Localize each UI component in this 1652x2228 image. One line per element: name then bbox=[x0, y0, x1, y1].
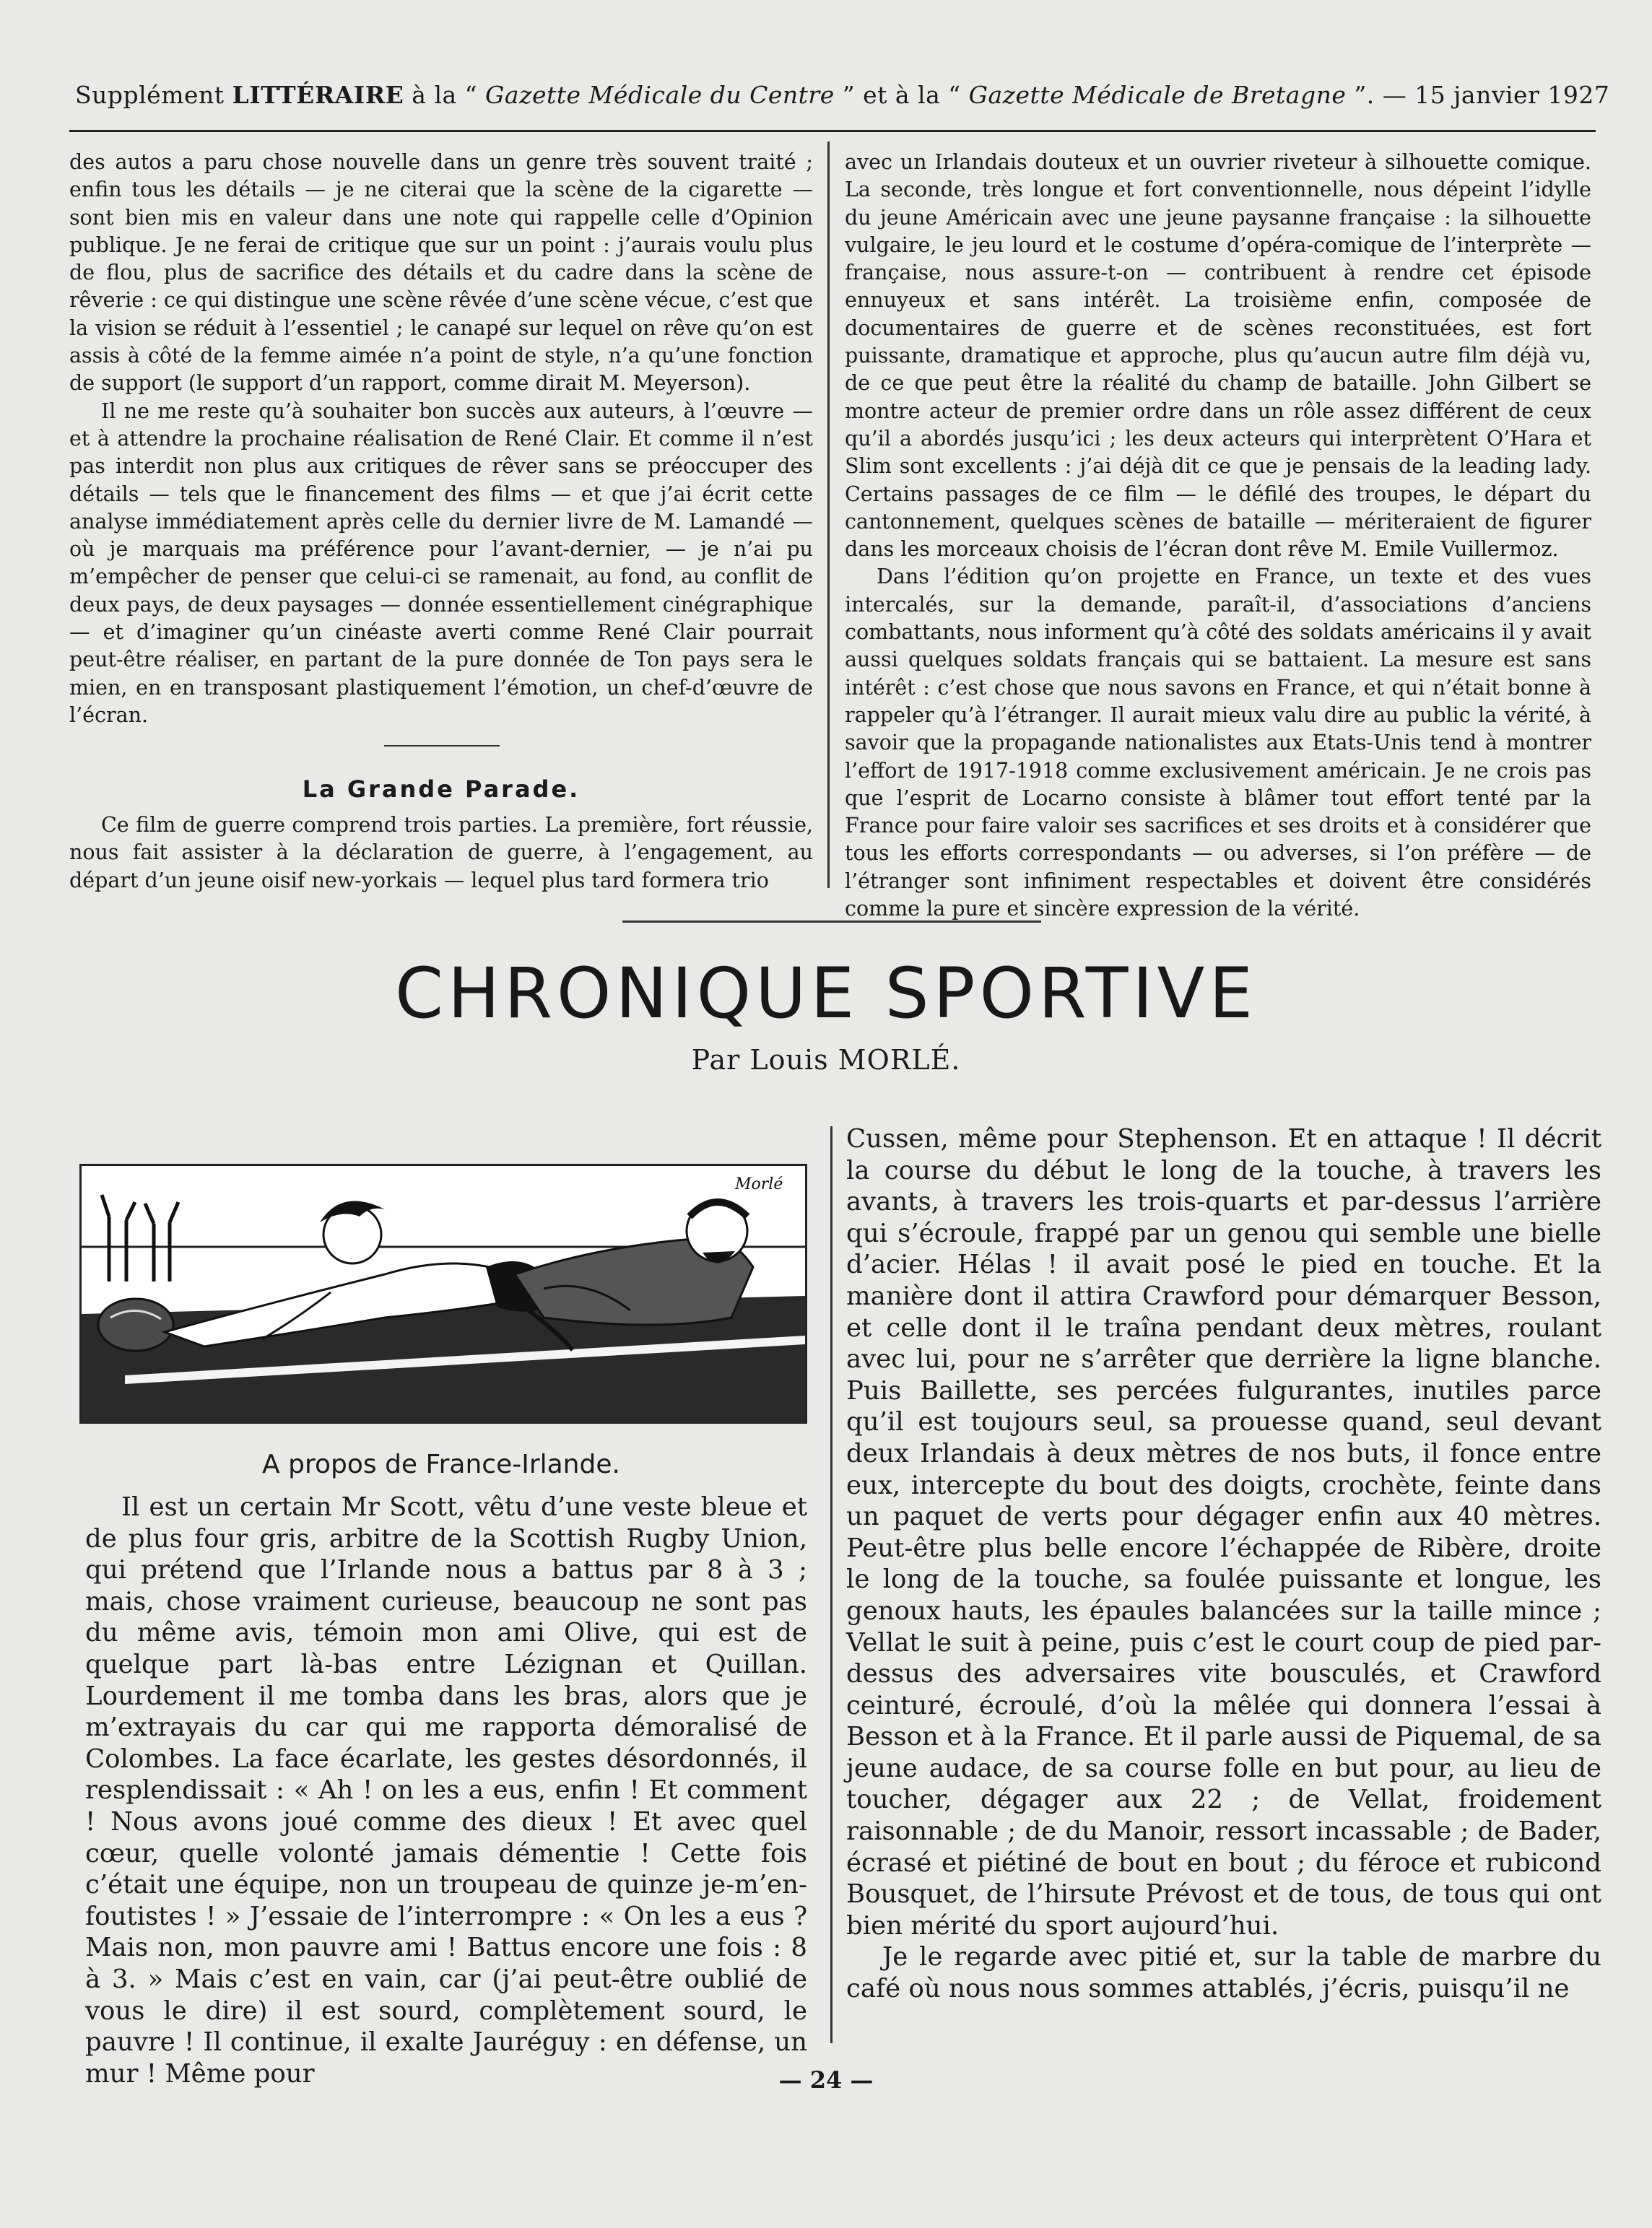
chronique-column-right bbox=[846, 1123, 1601, 2005]
review-paragraph: Il ne me reste qu’à souhaiter bon succès aux auteurs, à l’œuvre — et à attendre la prochaine réalisation de René Clair. Et comme il n’est pas interdit non plus aux critiques de rêver sans se préoccuper des détails — tels que le financement des films — et que j’ai écrit cette analyse immédiatement après celle du dernier livre de M. Lamandé — où je marquais ma préférence pour l’avant-dernier, — je n’ai pu m’empêcher de penser que celui-ci se ramenait, au fond, au conflit de deux pays, de deux paysages — donnée essentiellement cinégraphique — et d’imaginer qu’un cinéaste averti comme René Clair pourrait peut-être réaliser, en partant de la pure donnée de Ton pays sera le mien, en en transposant plastiquement l’émotion, un chef-d’œuvre de l’écran. bbox=[69, 399, 813, 727]
chronique-column-left bbox=[85, 1492, 807, 2089]
review-subheading: La Grande Parade. bbox=[302, 775, 581, 803]
header-journal-centre: Gazette Médicale du Centre bbox=[485, 81, 835, 109]
review-paragraph: des autos a paru chose nouvelle dans un genre très souvent traité ; enfin tous les détails — je ne citerai que la scène de la cigarette — sont bien mis en valeur dans une note qui rappelle celle d’Opinion publique. Je ne ferai de critique que sur un point : j’aurais voulu plus de flou, plus de sacrifice des détails et du cadre dans la scène de rêverie : ce qui distingue une scène rêvée d’une scène vécue, c’est que la vision se réduit à l’essentiel ; le canapé sur lequel on rêve qu’on est assis à côté de la femme aimée n’a point de style, n’a qu’une fonction de support (le support d’un rapport, comme dirait M. Meyerson). bbox=[69, 150, 813, 396]
chronique-paragraph: Il est un certain Mr Scott, vêtu d’une veste bleue et de plus four gris, arbitre de la Scottish Rugby Union, qui prétend que l’Irlande nous a battus par 8 à 3 ; mais, chose vraiment curieuse, beaucoup ne sont pas du même avis, témoin mon ami Olive, qui est de quelque part là-bas entre Lézignan et Quillan. Lourdement il me tomba dans les bras, alors que je m’extrayais du car qui me rapporta démoralisé de Colombes. La face écarlate, les gestes désordonnés, il resplendissait : « Ah ! on les a eus, enfin ! Et comment ! Nous avons joué comme des dieux ! Et avec quel cœur, quelle volonté jamais démentie ! Cette fois c’était une équipe, non un troupeau de quinze je-m’en-foutistes ! » J’essaie de l’interrompre : « On les a eus ? Mais non, mon pauvre ami ! Battus encore une fois : 8 à 3. » Mais c’est en vain, car (j’ai peut-être oublié de vous le dire) il est sourd, complètement sourd, le pauvre ! Il continue, il exalte Jauréguy : en défense, un mur ! Même pour bbox=[85, 1492, 807, 2089]
header-mid2: ” et à la “ bbox=[834, 81, 969, 109]
running-header bbox=[75, 81, 1610, 109]
header-date: ”. — 15 janvier 1927 bbox=[1346, 81, 1610, 109]
cartoon-signature: Morlé bbox=[735, 1175, 783, 1193]
header-litteraire: LITTÉRAIRE bbox=[232, 81, 404, 109]
chronique-title: CHRONIQUE SPORTIVE bbox=[395, 953, 1257, 1034]
chronique-paragraph: Je le regarde avec pitié et, sur la table de marbre du café où nous nous sommes attablés, j’écris, puisqu’il ne bbox=[846, 1942, 1601, 2004]
header-journal-bretagne: Gazette Médicale de Bretagne bbox=[968, 81, 1347, 109]
header-prefix: Supplément bbox=[75, 81, 232, 109]
column-divider-bottom bbox=[830, 1126, 832, 2043]
section-separator bbox=[384, 745, 500, 747]
review-column-right bbox=[845, 149, 1591, 923]
chronique-paragraph: Cussen, même pour Stephenson. Et en attaque ! Il décrit la course du début le long de la touche, à travers les avants, à travers les trois-quarts et par-dessus l’arrière qui s’écroule, frappé par un genou qui semble une bielle d’acier. Hélas ! il avait posé le pied en touche. Et la manière dont il attira Crawford pour démarquer Besson, et celle dont il le traîna pendant deux mètres, roulant avec lui, pour ne s’arrêter que derrière la ligne blanche. Puis Baillette, ses percées fulgurantes, inutiles parce qu’il est toujours seul, sa prouesse quand, seul devant deux Irlandais à deux mètres de nos buts, il fonce entre eux, intercepte du bout des doigts, crochète, feinte dans un paquet de verts pour dégager enfin aux 40 mètres. Peut-être plus belle encore l’échappée de Ribère, droite le long de la touche, sa foulée puissante et longue, les genoux hauts, les épaules balancées sur la taille mince ; Vellat le suit à peine, puis c’est le court coup de pied par-dessus des adversaires vite bousculés, et Crawford ceinturé, écroulé, d’où la mêlée qui donnera l’essai à Besson et à la France. Et il parle aussi de Piquemal, de sa jeune audace, de sa course folle en but pour, au lieu de toucher, dégager aux 22 ; de Vellat, froidement raisonnable ; de du Manoir, ressort incassable ; de Bader, écrasé et piétiné de bout en bout ; du féroce et rubicond Bousquet, de l’hirsute Prévost et de tous, de tous qui ont bien mérité du sport aujourd’hui. bbox=[846, 1124, 1601, 1941]
review-paragraph: Ce film de guerre comprend trois parties. La première, fort réussie, nous fait assister à la déclaration de guerre, à l’engagement, au départ d’un jeune oisif new-yorkais — lequel plus tard formera trio bbox=[69, 813, 813, 892]
column-divider-top bbox=[827, 142, 830, 888]
header-mid1: à la “ bbox=[404, 81, 486, 109]
header-rule bbox=[69, 130, 1596, 132]
review-paragraph: avec un Irlandais douteux et un ouvrier riveteur à silhouette comique. La seconde, très longue et fort conventionnelle, nous dépeint l’idylle du jeune Américain avec une jeune paysanne française : la silhouette vulgaire, le jeu lourd et le costume d’opéra-comique de l’interprète — française, nous assure-t-on — contribuent à rendre cet épisode ennuyeux et sans intérêt. La troisième enfin, composée de documentaires de guerre et de scènes reconstituées, est fort puissante, dramatique et approche, plus qu’aucun autre film déjà vu, de ce que peut être la réalité du champ de bataille. John Gilbert se montre acteur de premier ordre dans un rôle assez différent de ceux qu’il a abordés jusqu’ici ; les deux acteurs qui interprètent O’Hara et Slim sont excellents : j’ai déjà dit ce que je pensais de la leading lady. Certains passages de ce film — le défilé des troupes, le départ du cantonnement, quelques scènes de bataille — mériteraient de figurer dans les morceaux choisis de l’écran dont rêve M. Emile Vuillermoz. bbox=[845, 150, 1591, 562]
review-paragraph: Dans l’édition qu’on projette en France, un texte et des vues intercalés, sur la demande, paraît-il, d’associations d’anciens combattants, nous informent qu’à côté des soldats américains il y avait aussi quelques soldats français qui se battaient. La mesure est sans intérêt : c’est chose que nous savons en France, et qui n’était bonne à rappeler qu’à l’étranger. Il aurait mieux valu dire au public la vérité, à savoir que la propagande nationalistes aux Etats-Unis tend à montrer l’effort de 1917-1918 comme exclusivement américain. Je ne crois pas que l’esprit de Locarno consiste à blâmer tout effort tenté par la France pour faire valoir ses sacrifices et ses droits et à considérer que tous les efforts correspondants — ou adverses, si l’on préfère — de l’étranger sont infiniment respectables et doivent être considérés comme la pure et sincère expression de la vérité. bbox=[845, 565, 1591, 921]
section-rule bbox=[622, 921, 1041, 923]
cartoon-caption: A propos de France-Irlande. bbox=[262, 1450, 620, 1479]
review-column-left bbox=[69, 149, 813, 729]
rugby-cartoon-illustration bbox=[79, 1164, 807, 1424]
review-column-left-continued bbox=[69, 811, 813, 895]
page-number: — 24 — bbox=[778, 2066, 874, 2094]
chronique-byline: Par Louis MORLÉ. bbox=[691, 1044, 961, 1076]
